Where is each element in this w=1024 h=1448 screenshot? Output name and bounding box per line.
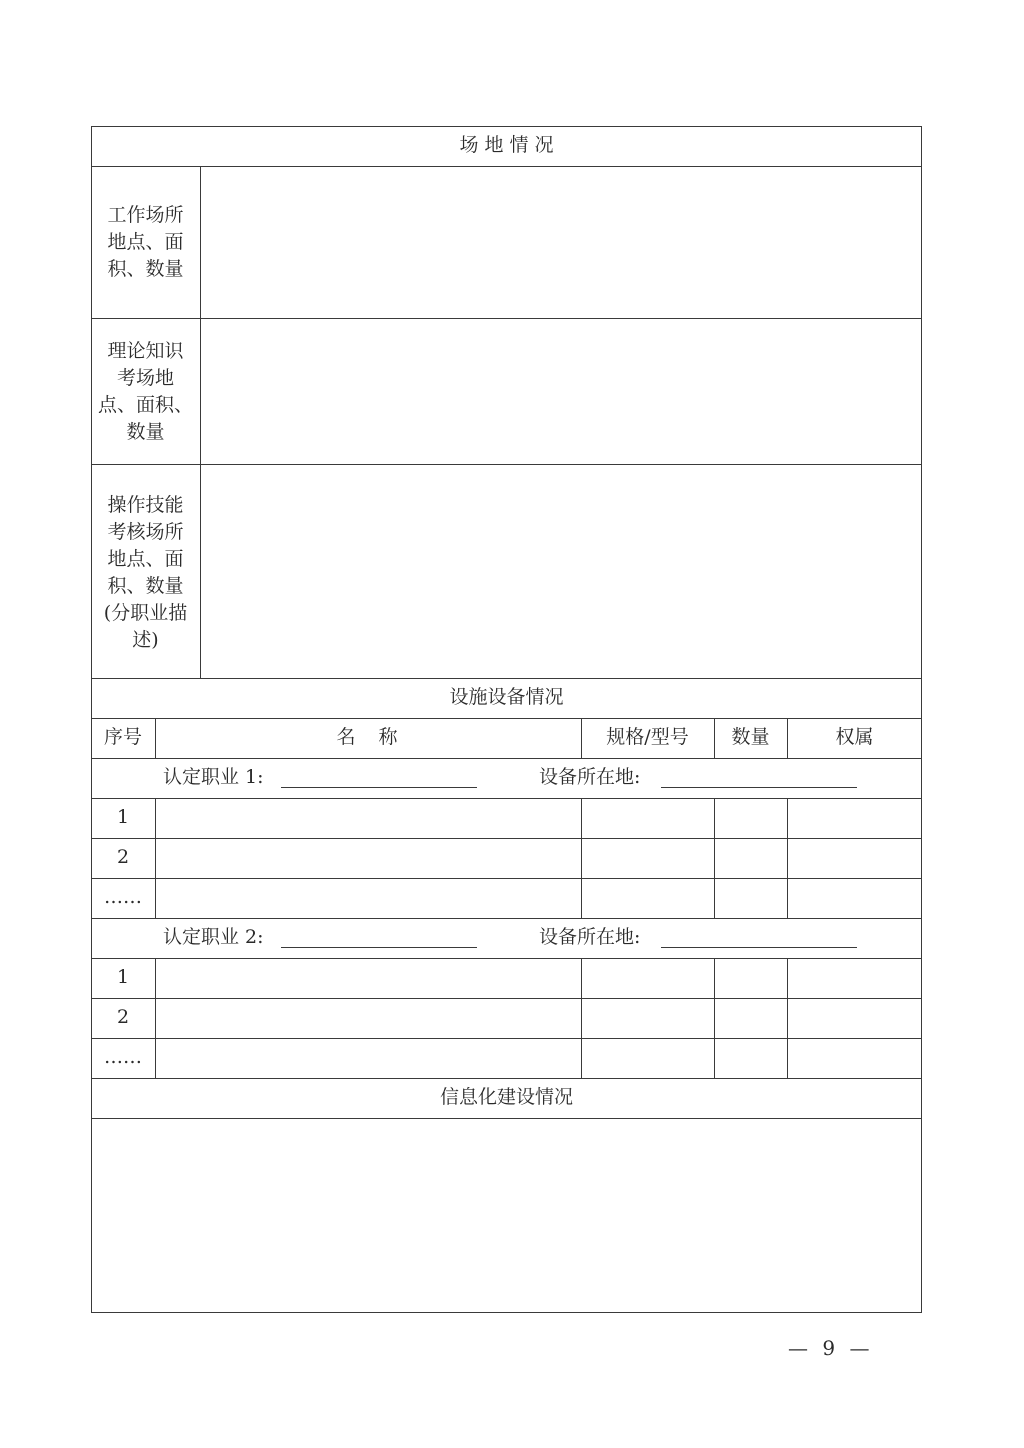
divider: [91, 1038, 922, 1039]
col-divider: [581, 798, 582, 918]
divider: [91, 166, 922, 167]
col-divider: [581, 958, 582, 1078]
col-divider: [787, 958, 788, 1078]
divider: [91, 798, 922, 799]
header-spec: 规格/型号: [606, 726, 689, 748]
divider: [91, 918, 922, 919]
divider: [91, 758, 922, 759]
location-1-label: 设备所在地:: [539, 766, 641, 788]
location-2-input[interactable]: [661, 929, 857, 948]
divider: [91, 464, 922, 465]
workplace-label: 工作场所 地点、面 积、数量: [107, 204, 184, 280]
divider: [91, 878, 922, 879]
col-divider: [155, 798, 156, 918]
theory-exam-site-label: 理论知识 考场地 点、面积、 数量: [97, 340, 193, 443]
occupation-2-input[interactable]: [281, 929, 477, 948]
divider: [91, 1078, 922, 1079]
workplace-field[interactable]: [202, 168, 920, 318]
divider: [91, 838, 922, 839]
divider: [91, 998, 922, 999]
header-owner: 权属: [835, 726, 874, 748]
page-number: — 9 —: [788, 1336, 874, 1360]
table-row-ellipsis: ……: [104, 1046, 142, 1068]
table-row-number: 2: [116, 846, 130, 868]
occupation-2-label: 认定职业 2:: [163, 926, 264, 948]
location-2-label: 设备所在地:: [539, 926, 641, 948]
site-label-divider: [200, 166, 201, 678]
table-row-number: 1: [116, 966, 130, 988]
col-divider: [155, 958, 156, 1078]
it-section-title: 信息化建设情况: [439, 1086, 573, 1108]
table-row-ellipsis: ……: [104, 886, 142, 908]
site-section-title: 场 地 情 况: [459, 134, 554, 156]
it-description-field[interactable]: [93, 1120, 920, 1310]
divider: [91, 1118, 922, 1119]
header-no: 序号: [103, 726, 142, 748]
equipment-section-title: 设施设备情况: [449, 686, 564, 708]
occupation-1-input[interactable]: [281, 769, 477, 788]
table-row-number: 1: [116, 806, 130, 828]
header-name: 名 称: [336, 726, 400, 748]
col-divider: [714, 798, 715, 918]
col-divider: [714, 958, 715, 1078]
occupation-1-label: 认定职业 1:: [163, 766, 264, 788]
divider: [91, 678, 922, 679]
skill-exam-site-field[interactable]: [202, 466, 920, 676]
theory-exam-site-field[interactable]: [202, 320, 920, 464]
divider: [91, 958, 922, 959]
site-equipment-form: [91, 126, 922, 1313]
col-divider: [787, 798, 788, 918]
divider: [91, 318, 922, 319]
divider: [91, 718, 922, 719]
header-qty: 数量: [731, 726, 770, 748]
table-row-number: 2: [116, 1006, 130, 1028]
location-1-input[interactable]: [661, 769, 857, 788]
skill-exam-site-label: 操作技能 考核场所 地点、面 积、数量 (分职业描 述): [103, 494, 188, 651]
